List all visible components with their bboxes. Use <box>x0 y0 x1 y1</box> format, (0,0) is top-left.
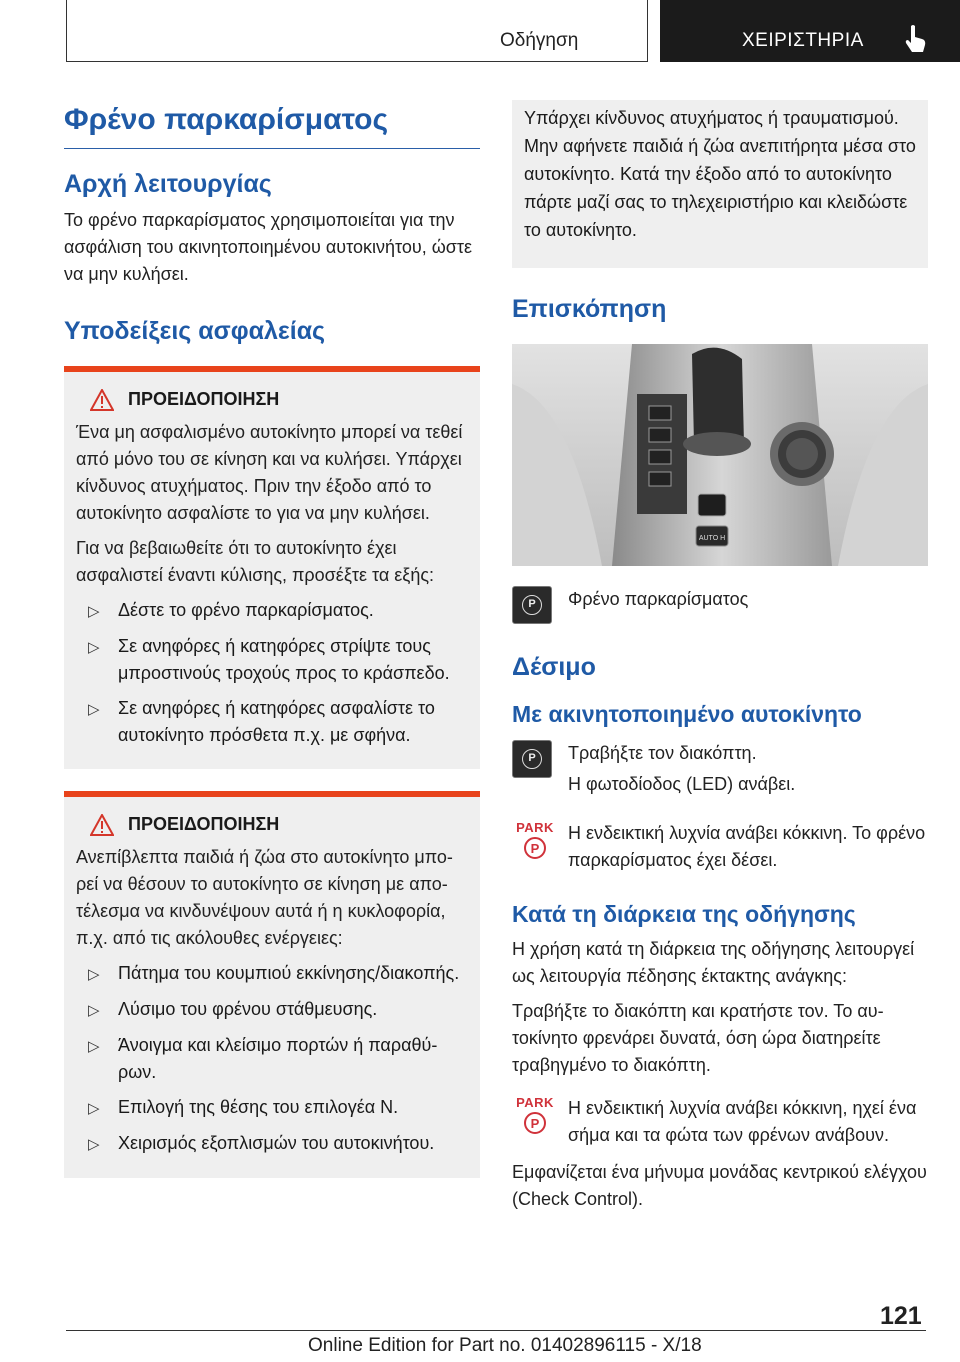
auto-hold-button-label: AUTO H <box>698 535 726 542</box>
stationary-step: Τραβήξτε τον διακόπτη. <box>568 743 757 763</box>
park-indicator-row <box>512 820 928 874</box>
center-console-illustration <box>512 344 928 566</box>
driving-paragraph-1: Η χρήση κατά τη διάρκεια της οδήγησης λειτουργεί ως λειτουργία πέδησης έκτακτης ανάγκης: <box>512 939 915 986</box>
warning-box-2 <box>64 791 480 1178</box>
stationary-heading: Με ακινητοποιημένο αυτοκίνητο <box>512 701 862 727</box>
header-section: Οδήγηση <box>500 30 579 51</box>
overview-caption: Φρένο παρκαρίσματος <box>568 589 749 609</box>
triangle-bullet-icon: ▷ <box>88 1002 100 1019</box>
list-item: ▷ Χειρισμός εξοπλισμών του αυτοκινήτου. <box>76 1130 468 1158</box>
warning1-paragraph-2: Για να βεβαιωθείτε ότι το αυτοκίνητο έχει ασφαλιστεί έναντι κύλισης, προσέξτε τα εξής: <box>76 538 435 585</box>
triangle-bullet-icon: ▷ <box>88 1136 100 1153</box>
overview-heading: Επισκόπηση <box>512 295 667 323</box>
list-item: ▷ Σε ανηφόρες ή κατηφόρες στρίψτε τους μπροστινούς τροχούς προς το κράσπεδο. <box>76 633 468 687</box>
list-item: ▷ Δέστε το φρένο παρκαρίσματος. <box>76 597 468 625</box>
driving-paragraph-2: Τραβήξτε το διακόπτη και κρατήστε τον. Το αυτοκίνητο φρενάρει δυνατά, όση ώρα διατηρείτε τραβηγμένο το διακόπτη. <box>512 1001 884 1075</box>
apply-heading: Δέσιμο <box>512 653 596 681</box>
list-item: ▷ Λύσιμο του φρένου στάθμευσης. <box>76 996 468 1024</box>
list-item: ▷ Άνοιγμα και κλείσιμο πορτών ή παραθύρων. <box>76 1032 468 1086</box>
principle-heading: Αρχή λειτουργίας <box>64 170 272 198</box>
park-indicator-icon: PARK P <box>512 820 558 859</box>
warning1-paragraph-1: Ένα μη ασφαλισμένο αυτοκίνητο μπορεί να τεθεί από μόνο του σε κίνηση και να κυλήσει. Υπάρχει κίνδυνος ατυχήματος. Πριν την έξοδο από το αυτοκίνητο ασφαλίστε το για να μην κυλήσει. <box>76 422 463 523</box>
overview-caption-row <box>512 586 928 624</box>
warning-triangle-icon <box>90 389 114 411</box>
list-item: ▷ Σε ανηφόρες ή κατηφόρες ασφαλίστε το αυτοκίνητο πρόσθετα π.χ. με σφήνα. <box>76 695 468 749</box>
park-indicator-text: Η ενδεικτική λυχνία ανάβει κόκκινη. Το φρένο παρκαρίσματος έχει δέσει. <box>568 823 926 870</box>
hand-pointer-icon <box>902 24 928 54</box>
list-item: ▷ Επιλογή της θέσης του επιλογέα N. <box>76 1094 468 1122</box>
center-console-photo <box>512 344 928 566</box>
driving-paragraph-3: Εμφανίζεται ένα μήνυμα μονάδας κεντρικού ελέγχου (Check Control). <box>512 1162 927 1209</box>
warning-title-text: ΠΡΟΕΙΔΟΠΟΙΗΣΗ <box>128 814 280 834</box>
page-number: 121 <box>880 1302 922 1330</box>
driving-indicator-text: Η ενδεικτική λυχνία ανάβει κόκκινη, ηχεί ένα σήμα και τα φώτα των φρένων ανάβουν. <box>568 1098 917 1145</box>
principle-text: Το φρένο παρκαρίσματος χρησιμοποιείται για την ασφάλιση του ακινητοποιημένου αυτοκινήτου, ώστε να μην κυλήσει. <box>64 210 473 284</box>
page-title: Φρένο παρκαρίσματος <box>64 103 389 136</box>
parking-brake-button-icon: P <box>512 586 552 624</box>
warning-continuation-box <box>512 100 928 268</box>
warning-title <box>76 811 468 838</box>
title-rule <box>64 148 480 149</box>
safety-heading: Υποδείξεις ασφαλείας <box>64 317 326 345</box>
stationary-step-row <box>512 740 928 798</box>
warning-title <box>76 386 468 413</box>
triangle-bullet-icon: ▷ <box>88 1100 100 1117</box>
triangle-bullet-icon: ▷ <box>88 966 100 983</box>
header-chapter: ΧΕΙΡΙΣΤΗΡΙΑ <box>742 30 864 51</box>
left-column <box>64 100 480 1178</box>
footer-rule <box>66 1330 926 1331</box>
right-column <box>512 100 928 1213</box>
park-indicator-icon: PARK P <box>512 1095 558 1134</box>
warning-box-1 <box>64 366 480 769</box>
stationary-led: Η φωτοδίοδος (LED) ανάβει. <box>568 774 796 794</box>
parking-brake-button-icon: P <box>512 740 552 778</box>
list-item: ▷ Πάτημα του κουμπιού εκκίνησης/διακοπής. <box>76 960 468 988</box>
header-chapter-tab <box>660 0 960 62</box>
footer-edition: Online Edition for Part no. 01402896115 - X/18 <box>308 1335 702 1356</box>
warning-continuation-text: Υπάρχει κίνδυνος ατυχήματος ή τραυματισμού. Μην αφήνετε παιδιά ή ζώα ανεπιτήρητα μέσα στο αυτοκίνητο. Κατά την έξοδο από το αυτοκίνητο πάρτε μαζί σας το τηλεχειριστήριο και κλειδώστε το αυτοκίνητο. <box>524 108 916 240</box>
triangle-bullet-icon: ▷ <box>88 701 100 718</box>
driving-indicator-row <box>512 1095 928 1149</box>
warning2-paragraph-1: Ανεπίβλεπτα παιδιά ή ζώα στο αυτοκίνητο μπορεί να θέσουν το αυτοκίνητο σε κίνηση με αποτέλεσμα να κινδυνέψουν αυτά ή η κυκλοφορία, π.χ. από τις ακόλουθες ενέργειες: <box>76 847 453 948</box>
triangle-bullet-icon: ▷ <box>88 1038 100 1055</box>
warning-title-text: ΠΡΟΕΙΔΟΠΟΙΗΣΗ <box>128 389 280 409</box>
warning-triangle-icon <box>90 814 114 836</box>
triangle-bullet-icon: ▷ <box>88 603 100 620</box>
triangle-bullet-icon: ▷ <box>88 639 100 656</box>
driving-heading: Κατά τη διάρκεια της οδήγησης <box>512 901 856 927</box>
